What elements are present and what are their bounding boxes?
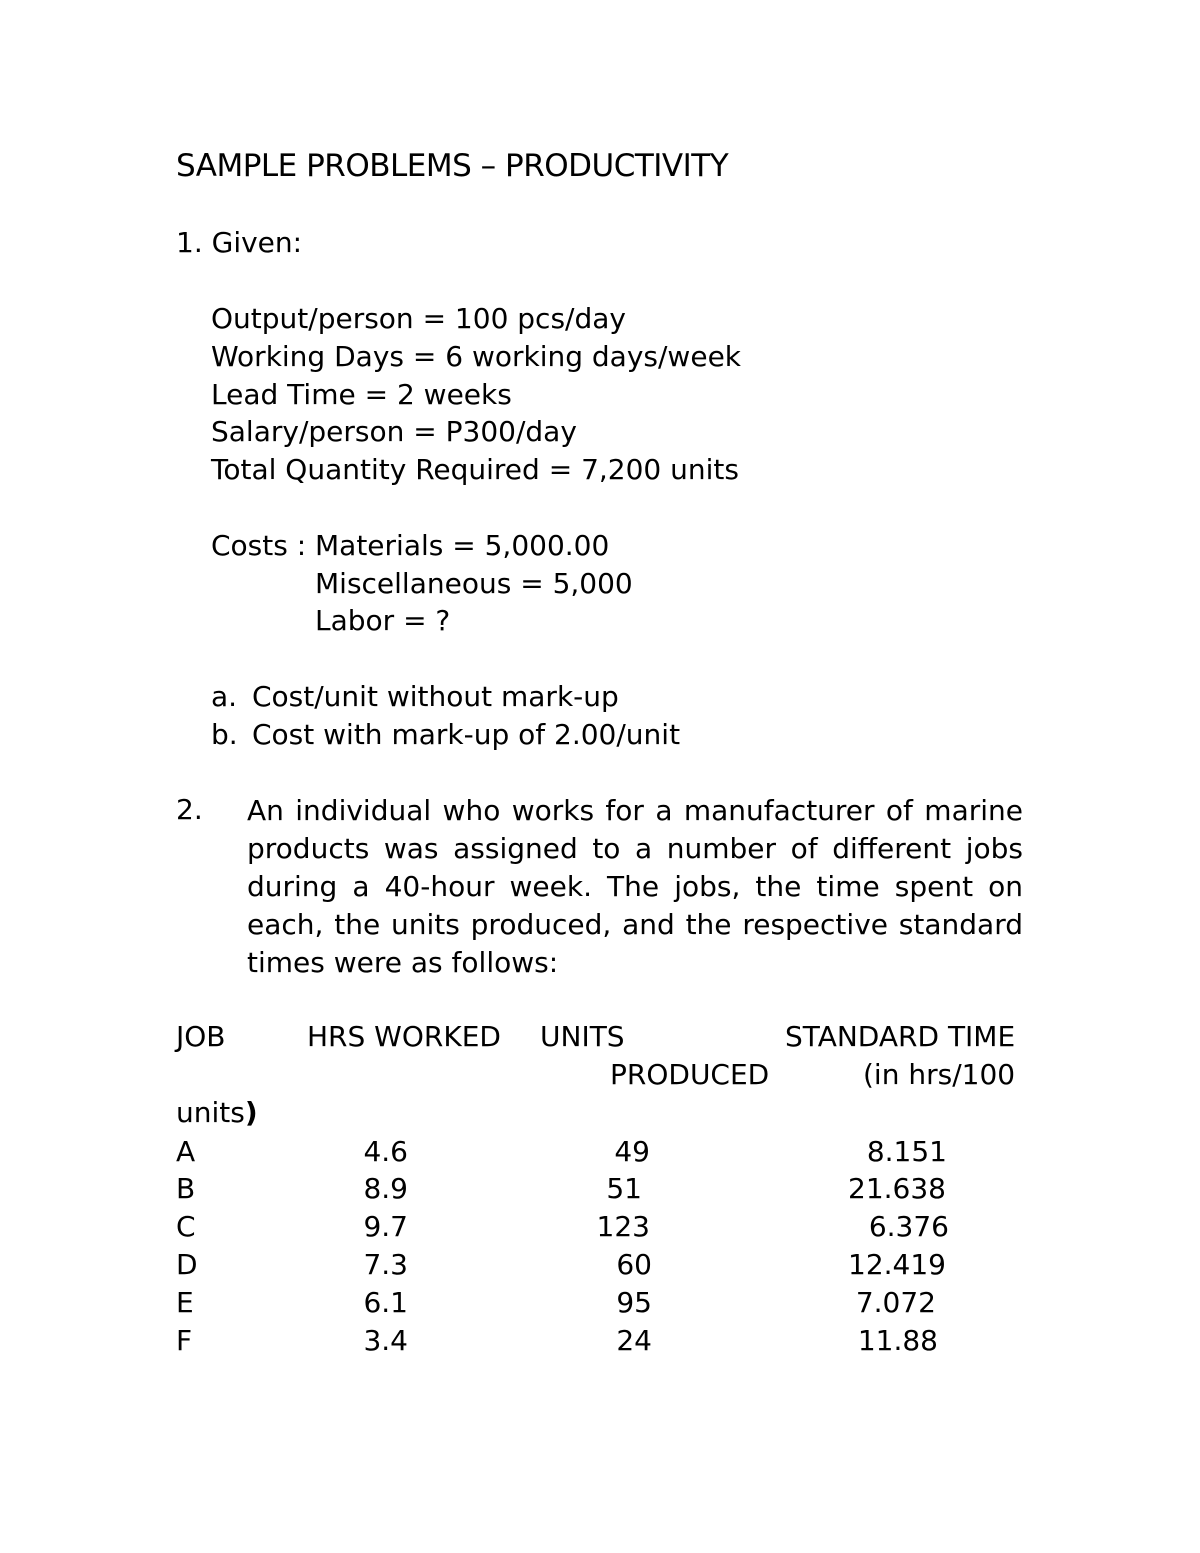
cell-std-time: 7.072 <box>855 1286 936 1319</box>
col-header-units-word: units <box>176 1096 245 1129</box>
cell-hrs: 8.9 <box>363 1172 408 1205</box>
cell-units: 60 <box>616 1248 652 1281</box>
question-b-letter: b. <box>211 718 238 751</box>
given-salary: Salary/person = P300/day <box>211 415 577 448</box>
cell-std-time: 8.151 <box>866 1135 947 1168</box>
cell-units: 123 <box>596 1210 650 1243</box>
problem-2-text: An individual who works for a manufacturer of marine products was assigned to a number of different jobs during a 40-hour week. The jobs, the time spent on each, the units produced, and the respective standard times were as follows: <box>247 794 1023 979</box>
col-header-produced: PRODUCED <box>610 1058 770 1091</box>
cell-units: 49 <box>614 1135 650 1168</box>
col-header-in-hrs: (in hrs/100 <box>863 1058 1016 1091</box>
question-b-text: Cost with mark-up of 2.00/unit <box>252 718 681 751</box>
cell-std-time: 21.638 <box>848 1172 946 1205</box>
cell-std-time: 12.419 <box>848 1248 946 1281</box>
cell-job: E <box>176 1286 194 1319</box>
col-header-job: JOB <box>176 1020 226 1053</box>
given-working-days: Working Days = 6 working days/week <box>211 340 742 373</box>
costs-label: Costs : <box>211 529 307 562</box>
col-header-hrs-worked: HRS WORKED <box>307 1020 501 1053</box>
question-a-text: Cost/unit without mark-up <box>252 680 619 713</box>
problem-2-label: 2. <box>176 793 203 826</box>
cell-hrs: 3.4 <box>363 1324 408 1357</box>
cell-job: C <box>176 1210 196 1243</box>
given-lead-time: Lead Time = 2 weeks <box>211 378 512 411</box>
col-header-units-cont <box>176 1096 258 1129</box>
cell-job: F <box>176 1324 193 1357</box>
cell-units: 95 <box>616 1286 652 1319</box>
cell-job: D <box>176 1248 198 1281</box>
cell-hrs: 4.6 <box>363 1135 408 1168</box>
cell-hrs: 6.1 <box>363 1286 408 1319</box>
cost-labor: Labor = ? <box>315 604 451 637</box>
question-a-letter: a. <box>211 680 238 713</box>
cell-hrs: 7.3 <box>363 1248 408 1281</box>
given-output-per-person: Output/person = 100 pcs/day <box>211 302 626 335</box>
cell-units: 24 <box>616 1324 652 1357</box>
page-title: SAMPLE PROBLEMS – PRODUCTIVITY <box>176 148 729 184</box>
col-header-units: UNITS <box>540 1020 625 1053</box>
cost-materials: Materials = 5,000.00 <box>315 529 610 562</box>
cell-std-time: 6.376 <box>868 1210 949 1243</box>
cell-hrs: 9.7 <box>363 1210 408 1243</box>
cell-job: A <box>176 1135 196 1168</box>
given-total-quantity: Total Quantity Required = 7,200 units <box>211 453 739 486</box>
cell-job: B <box>176 1172 196 1205</box>
col-header-closing-paren: ) <box>244 1096 258 1129</box>
cell-std-time: 11.88 <box>857 1324 938 1357</box>
col-header-standard-time: STANDARD TIME <box>785 1020 1016 1053</box>
cost-miscellaneous: Miscellaneous = 5,000 <box>315 567 633 600</box>
cell-units: 51 <box>606 1172 642 1205</box>
problem-1-label: 1. Given: <box>176 226 303 259</box>
